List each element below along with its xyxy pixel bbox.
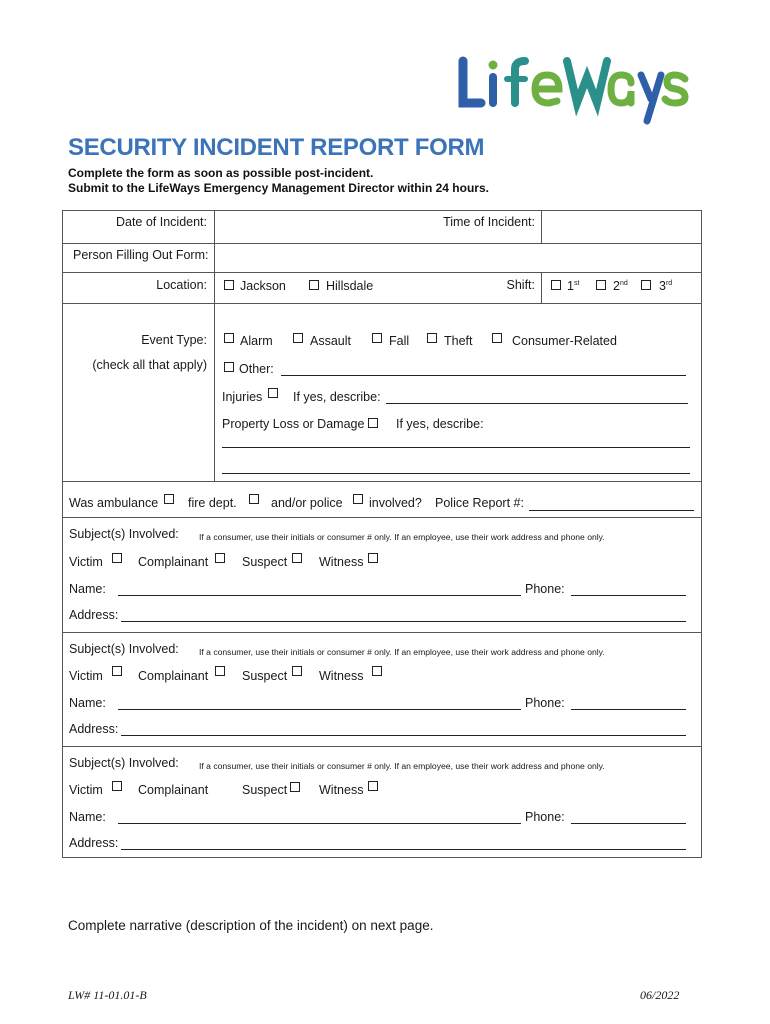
subject-3-address-line[interactable] (121, 849, 686, 850)
narrative-note: Complete narrative (description of the incident) on next page. (68, 918, 434, 933)
subject-2-note: If a consumer, use their initials or consumer # only. If an employee, use their work address and phone only. (199, 647, 605, 657)
fire-dept-label: fire dept. (188, 496, 237, 510)
subject-2-label: Subject(s) Involved: (69, 642, 179, 656)
subject-2-name-label: Name: (69, 696, 106, 710)
subject-1-complainant-label: Complainant (138, 555, 209, 569)
location-jackson-checkbox[interactable] (224, 280, 234, 290)
subject-3-name-line[interactable] (118, 823, 521, 824)
location-label: Location: (156, 278, 207, 292)
ambulance-checkbox[interactable] (164, 494, 174, 504)
shift-1st-checkbox[interactable] (551, 280, 561, 290)
subject-3-phone-line[interactable] (571, 823, 686, 824)
subject-3-address-label: Address: (69, 836, 119, 850)
subject-3-suspect-checkbox[interactable] (290, 782, 300, 792)
subject-2-witness-checkbox[interactable] (372, 666, 382, 676)
event-fall-label: Fall (389, 334, 410, 348)
subject-2-phone-label: Phone: (525, 696, 565, 710)
time-of-incident-label: Time of Incident: (443, 215, 535, 229)
location-jackson-label: Jackson (240, 279, 286, 293)
fire-dept-checkbox[interactable] (249, 494, 259, 504)
property-loss-checkbox[interactable] (368, 418, 378, 428)
shift-3rd-label: 3rd (659, 279, 673, 293)
subject-1-witness-label: Witness (319, 555, 364, 569)
subject-3-note: If a consumer, use their initials or consumer # only. If an employee, use their work address and phone only. (199, 761, 605, 771)
time-of-incident-field[interactable] (543, 213, 698, 241)
event-assault-label: Assault (310, 334, 351, 348)
subject-3-suspect-label: Suspect (242, 783, 288, 797)
event-theft-checkbox[interactable] (427, 333, 437, 343)
location-hillsdale-label: Hillsdale (326, 279, 374, 293)
subject-3-victim-checkbox[interactable] (112, 781, 122, 791)
subject-3-name-label: Name: (69, 810, 106, 824)
location-hillsdale-checkbox[interactable] (309, 280, 319, 290)
subject-2-victim-checkbox[interactable] (112, 666, 122, 676)
subject-2-suspect-checkbox[interactable] (292, 666, 302, 676)
subject-2-address-line[interactable] (121, 735, 686, 736)
subject-2-name-line[interactable] (118, 709, 521, 710)
subject-1-name-line[interactable] (118, 595, 521, 596)
was-ambulance-label: Was ambulance (69, 496, 159, 510)
subject-2-suspect-label: Suspect (242, 669, 288, 683)
subject-3-witness-checkbox[interactable] (368, 781, 378, 791)
subject-1-suspect-checkbox[interactable] (292, 553, 302, 563)
form-number: LW# 11-01.01-B (68, 988, 147, 1002)
subject-3-complainant-label: Complainant (138, 783, 209, 797)
subject-1-name-label: Name: (69, 582, 106, 596)
injuries-label: Injuries (222, 390, 263, 404)
subject-2-phone-line[interactable] (571, 709, 686, 710)
injuries-checkbox[interactable] (268, 388, 278, 398)
subject-2-complainant-label: Complainant (138, 669, 209, 683)
event-other-checkbox[interactable] (224, 362, 234, 372)
incident-form (62, 210, 702, 858)
shift-2nd-checkbox[interactable] (596, 280, 606, 290)
subject-1-witness-checkbox[interactable] (368, 553, 378, 563)
instruction-line-1: Complete the form as soon as possible post-incident. (68, 166, 374, 180)
form-date: 06/2022 (640, 988, 680, 1002)
event-assault-checkbox[interactable] (293, 333, 303, 343)
property-loss-label: Property Loss or Damage (222, 417, 365, 431)
subject-2-address-label: Address: (69, 722, 119, 736)
police-checkbox[interactable] (353, 494, 363, 504)
subject-3-victim-label: Victim (69, 783, 103, 797)
person-filling-field[interactable] (216, 245, 698, 271)
event-type-hint: (check all that apply) (92, 358, 207, 372)
injuries-describe-line[interactable] (386, 403, 688, 404)
police-report-line[interactable] (529, 510, 694, 511)
event-alarm-label: Alarm (240, 334, 273, 348)
instruction-line-2: Submit to the LifeWays Emergency Management Director within 24 hours. (68, 181, 489, 195)
subject-3-label: Subject(s) Involved: (69, 756, 179, 770)
subject-1-complainant-checkbox[interactable] (215, 553, 225, 563)
injuries-if-yes-label: If yes, describe: (293, 390, 381, 404)
subject-1-victim-label: Victim (69, 555, 103, 569)
subject-1-phone-label: Phone: (525, 582, 565, 596)
property-describe-line-2[interactable] (222, 473, 690, 474)
subject-3-witness-label: Witness (319, 783, 364, 797)
subject-1-victim-checkbox[interactable] (112, 553, 122, 563)
shift-1st-label: 1st (567, 279, 580, 293)
involved-label: involved? (369, 496, 422, 510)
subject-2-complainant-checkbox[interactable] (215, 666, 225, 676)
shift-3rd-checkbox[interactable] (641, 280, 651, 290)
subject-2-victim-label: Victim (69, 669, 103, 683)
lifeways-logo (455, 55, 705, 135)
event-type-label: Event Type: (141, 333, 207, 347)
property-if-yes-label: If yes, describe: (396, 417, 484, 431)
date-of-incident-label: Date of Incident: (115, 215, 207, 229)
subject-2-witness-label: Witness (319, 669, 364, 683)
person-filling-label: Person Filling Out Form: (73, 248, 209, 262)
event-fall-checkbox[interactable] (372, 333, 382, 343)
subject-1-phone-line[interactable] (571, 595, 686, 596)
subject-3-phone-label: Phone: (525, 810, 565, 824)
event-other-line[interactable] (281, 375, 686, 376)
subject-1-suspect-label: Suspect (242, 555, 288, 569)
event-theft-label: Theft (444, 334, 473, 348)
shift-label: Shift: (506, 278, 535, 292)
subject-1-label: Subject(s) Involved: (69, 527, 179, 541)
event-other-label: Other: (239, 362, 274, 376)
event-consumer-related-label: Consumer-Related (512, 334, 617, 348)
event-consumer-related-checkbox[interactable] (492, 333, 502, 343)
police-report-label: Police Report #: (435, 496, 524, 510)
subject-1-address-line[interactable] (121, 621, 686, 622)
subject-1-address-label: Address: (69, 608, 119, 622)
subject-1-note: If a consumer, use their initials or consumer # only. If an employee, use their work address and phone only. (199, 532, 605, 542)
form-title: SECURITY INCIDENT REPORT FORM (68, 134, 485, 161)
shift-2nd-label: 2nd (613, 279, 628, 293)
property-describe-line-1[interactable] (222, 447, 690, 448)
and-or-police-label: and/or police (271, 496, 343, 510)
event-alarm-checkbox[interactable] (224, 333, 234, 343)
